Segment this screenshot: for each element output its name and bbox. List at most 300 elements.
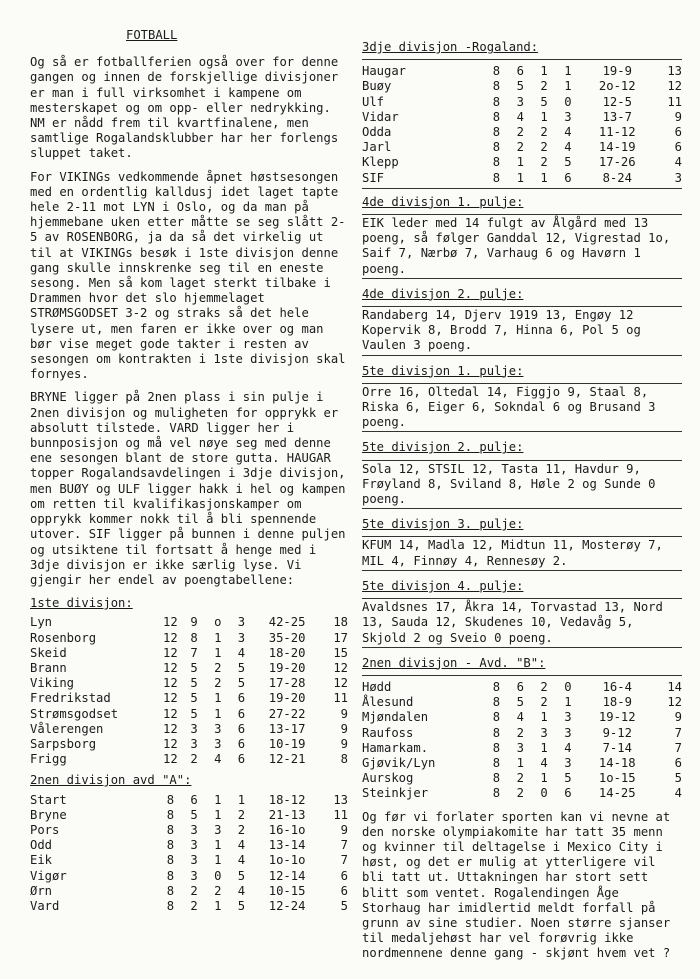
stat-cell: 3 (564, 755, 572, 770)
stat-cell: 14-25 (598, 786, 636, 801)
stat-cell: 3 (237, 615, 246, 630)
stat-cell: 6 (190, 792, 198, 807)
team-name: Mjøndalen (362, 710, 429, 725)
stat-cell: 8 (166, 822, 175, 837)
stat-cell: 8 (492, 109, 501, 124)
stat-cell: 5 (190, 691, 198, 706)
stat-cell: 8 (340, 752, 348, 767)
stat-cell: 2 (540, 79, 548, 94)
table-row (362, 786, 682, 801)
stat-cell: 7 (190, 645, 198, 660)
stat-cell: 5 (540, 94, 548, 109)
stat-cell: 4 (674, 155, 682, 170)
stat-cell: 9 (340, 721, 348, 736)
team-name: Frigg (30, 752, 67, 767)
stat-cell: 2 (214, 883, 222, 898)
stat-cell: 19-12 (598, 710, 636, 725)
puljer-list (362, 195, 682, 648)
stat-cell: 17-28 (268, 676, 306, 691)
stat-cell: 9 (340, 736, 348, 751)
stat-cell: 11 (333, 691, 348, 706)
stat-cell: 12 (163, 752, 178, 767)
stat-cell: 1 (214, 792, 222, 807)
right-column (362, 40, 682, 970)
stat-cell: 6 (674, 125, 682, 140)
table-row (362, 79, 682, 94)
stat-cell: 3 (190, 721, 198, 736)
stat-cell: 3 (674, 170, 682, 185)
stat-cell: 3 (564, 710, 572, 725)
stat-cell: 12 (163, 736, 178, 751)
stat-cell: 11-12 (598, 125, 636, 140)
stat-cell: 6 (516, 64, 524, 79)
divider (362, 675, 682, 676)
stat-cell: 13-17 (268, 721, 306, 736)
stat-cell: 6 (237, 691, 246, 706)
stat-cell: 2 (516, 771, 524, 786)
stat-cell: 7 (674, 740, 682, 755)
team-name: Sarpsborg (30, 736, 97, 751)
standings-table-2nen-b (362, 680, 682, 802)
stat-cell: 1 (540, 710, 548, 725)
stat-cell: 6 (674, 140, 682, 155)
stat-cell: 5 (564, 155, 572, 170)
stat-cell: 12 (163, 691, 178, 706)
table-row (30, 853, 348, 868)
stat-cell: 0 (564, 679, 572, 694)
stat-cell: 1 (516, 755, 524, 770)
stat-cell: 3 (540, 725, 548, 740)
stat-cell: 1 (516, 155, 524, 170)
stat-cell: 8 (492, 725, 501, 740)
stat-cell: 8 (492, 140, 501, 155)
stat-cell: 3 (190, 736, 198, 751)
pulje-heading: 4de divisjon 2. pulje: (362, 286, 524, 301)
pulje-heading: 4de divisjon 1. pulje: (362, 194, 524, 209)
stat-cell: 1 (214, 645, 222, 660)
team-name: Haugar (362, 64, 407, 79)
table-row (30, 631, 348, 646)
table-row (30, 869, 348, 884)
stat-cell: 12 (163, 660, 178, 675)
stat-cell: 18-12 (268, 792, 306, 807)
stat-cell: 12-5 (602, 94, 632, 109)
stat-cell: 1 (516, 170, 524, 185)
team-name: Buøy (362, 79, 392, 94)
stat-cell: 2 (516, 725, 524, 740)
stat-cell: 12-24 (268, 898, 306, 913)
page-title: FOTBALL (126, 28, 178, 42)
stat-cell: 1 (214, 691, 222, 706)
stat-cell: 1 (540, 109, 548, 124)
stat-cell: 2 (214, 660, 222, 675)
stat-cell: 5 (190, 706, 198, 721)
team-name: Vigør (30, 868, 67, 883)
stat-cell: 3 (190, 822, 198, 837)
stat-cell: 5 (237, 660, 246, 675)
stat-cell: 8 (166, 868, 175, 883)
stat-cell: 27-22 (268, 706, 306, 721)
stat-cell: 14-18 (598, 755, 636, 770)
stat-cell: 1 (540, 740, 548, 755)
stat-cell: 18-9 (602, 695, 632, 710)
team-name: Jarl (362, 140, 392, 155)
team-name: Eik (30, 853, 53, 868)
table-heading-2nen-b: 2nen divisjon - Avd. "B": (362, 655, 546, 670)
stat-cell: 3 (214, 721, 222, 736)
stat-cell: 42-25 (268, 615, 306, 630)
stat-cell: 5 (190, 660, 198, 675)
stat-cell: 6 (237, 721, 246, 736)
team-name: Ørn (30, 883, 53, 898)
table-row (362, 95, 682, 110)
stat-cell: 1 (564, 64, 572, 79)
stat-cell: 5 (516, 695, 524, 710)
stat-cell: o (214, 615, 222, 630)
stat-cell: 1 (214, 838, 222, 853)
table-row (30, 676, 348, 691)
closing-paragraph: Og før vi forlater sporten kan vi nevne at den norske olympiakomite har tatt 35 menn og kvinner til deltagelse i Mexico City i høst, og det er mulig at ytterligere vil bli tatt ut. Uttakningen har stort sett blitt som ventet. Rogalendingen Åge Storhaug har imidlertid meldt forfall på grunn av sine studier. Noen større sjanser til medaljehøst har vel forøvrig ikke nordmennene denne gang - skjønt hvem vet ? (362, 809, 671, 961)
pulje-results: Avaldsnes 17, Åkra 14, Torvastad 13, Nord 13, Sauda 12, Skudenes 10, Vedavåg 5, Skjold 2 og Sveio 0 poeng. (362, 598, 682, 648)
stat-cell: 1 (564, 695, 572, 710)
stat-cell: 2 (237, 822, 246, 837)
table-row (30, 808, 348, 823)
stat-cell: 9 (340, 822, 348, 837)
stat-cell: 8 (492, 695, 501, 710)
stat-cell: 1 (214, 630, 222, 645)
stat-cell: 6 (237, 736, 246, 751)
pulje-results: Randaberg 14, Djerv 1919 13, Engøy 12 Kopervik 8, Brodd 7, Hinna 6, Pol 5 og Vaulen 3 poeng. (362, 306, 682, 356)
team-name: Hamarkam. (362, 740, 429, 755)
stat-cell: 4 (564, 740, 572, 755)
standings-table-rogaland (362, 64, 682, 186)
stat-cell: 4 (674, 786, 682, 801)
team-name: SIF (362, 170, 385, 185)
stat-cell: 1 (214, 807, 222, 822)
stat-cell: 2 (190, 883, 198, 898)
team-name: Lyn (30, 615, 53, 630)
stat-cell: 14 (667, 679, 682, 694)
stat-cell: 4 (214, 752, 222, 767)
pulje-results: Orre 16, Oltedal 14, Figgjo 9, Staal 8, Riska 6, Eiger 6, Sokndal 6 og Brusand 3 poeng. (362, 383, 682, 433)
stat-cell: 3 (190, 868, 198, 883)
stat-cell: 8 (492, 710, 501, 725)
stat-cell: 12 (163, 721, 178, 736)
stat-cell: 12 (163, 645, 178, 660)
team-name: Vidar (362, 109, 399, 124)
stat-cell: 2 (237, 807, 246, 822)
stat-cell: 16-1o (268, 822, 306, 837)
stat-cell: 4 (516, 710, 524, 725)
team-name: Steinkjer (362, 786, 429, 801)
pulje-results: Sola 12, STSIL 12, Tasta 11, Havdur 9, Frøyland 8, Sviland 8, Høle 2 og Sunde 0 poeng. (362, 460, 682, 510)
stat-cell: 1 (564, 79, 572, 94)
stat-cell: 18 (333, 615, 348, 630)
stat-cell: 12-21 (268, 752, 306, 767)
stat-cell: 8 (166, 853, 175, 868)
table-row (362, 155, 682, 170)
stat-cell: 5 (340, 898, 348, 913)
stat-cell: 2 (540, 695, 548, 710)
stat-cell: 3 (516, 740, 524, 755)
stat-cell: 1o-15 (598, 771, 636, 786)
table-row (362, 756, 682, 771)
stat-cell: 12 (667, 695, 682, 710)
stat-cell: 10-19 (268, 736, 306, 751)
stat-cell: 15 (333, 645, 348, 660)
stat-cell: 19-9 (602, 64, 632, 79)
stat-cell: 0 (214, 868, 222, 883)
team-name: Rosenborg (30, 630, 97, 645)
stat-cell: 7-14 (602, 740, 632, 755)
stat-cell: 17-26 (598, 155, 636, 170)
stat-cell: 1o-1o (268, 853, 306, 868)
table-row (30, 823, 348, 838)
team-name: Strømsgodset (30, 706, 119, 721)
stat-cell: 0 (564, 94, 572, 109)
stat-cell: 8 (492, 740, 501, 755)
stat-cell: 16-4 (602, 679, 632, 694)
table-heading-2nen-a: 2nen divisjon avd "A": (30, 773, 192, 788)
stat-cell: 8 (492, 64, 501, 79)
table-row (362, 110, 682, 125)
stat-cell: 6 (674, 755, 682, 770)
table-heading-1ste: 1ste divisjon: (30, 596, 133, 611)
stat-cell: 1 (540, 771, 548, 786)
stat-cell: 4 (564, 125, 572, 140)
standings-table-1ste (30, 615, 348, 767)
team-name: Skeid (30, 645, 67, 660)
table-row (362, 771, 682, 786)
table-row (30, 737, 348, 752)
stat-cell: 3 (190, 853, 198, 868)
team-name: Odda (362, 125, 392, 140)
stat-cell: 3 (564, 109, 572, 124)
stat-cell: 1 (540, 64, 548, 79)
team-name: Pors (30, 822, 60, 837)
stat-cell: 35-20 (268, 630, 306, 645)
stat-cell: 8 (492, 79, 501, 94)
team-name: Vålerengen (30, 721, 104, 736)
stat-cell: 12 (333, 676, 348, 691)
stat-cell: 2 (540, 140, 548, 155)
stat-cell: 12 (333, 660, 348, 675)
team-name: Viking (30, 676, 75, 691)
team-name: Aurskog (362, 771, 414, 786)
stat-cell: 5 (237, 898, 246, 913)
stat-cell: 6 (340, 868, 348, 883)
stat-cell: 8 (492, 771, 501, 786)
table-row (30, 646, 348, 661)
stat-cell: 1 (237, 792, 246, 807)
team-name: Fredrikstad (30, 691, 111, 706)
table-row (362, 695, 682, 710)
team-name: Brann (30, 660, 67, 675)
stat-cell: 8 (492, 125, 501, 140)
stat-cell: 2 (540, 125, 548, 140)
stat-cell: 1 (540, 170, 548, 185)
stat-cell: 3 (214, 736, 222, 751)
stat-cell: 2 (190, 898, 198, 913)
stat-cell: 8 (492, 679, 501, 694)
table-row (362, 171, 682, 186)
stat-cell: 12 (163, 706, 178, 721)
stat-cell: 4 (540, 755, 548, 770)
stat-cell: 3 (190, 838, 198, 853)
stat-cell: 2 (190, 752, 198, 767)
stat-cell: 7 (340, 853, 348, 868)
team-name: Start (30, 792, 67, 807)
stat-cell: 21-13 (268, 807, 306, 822)
stat-cell: 1 (214, 853, 222, 868)
table-row (30, 838, 348, 853)
table-row (362, 710, 682, 725)
stat-cell: 3 (237, 630, 246, 645)
stat-cell: 6 (516, 679, 524, 694)
stat-cell: 4 (237, 838, 246, 853)
stat-cell: 5 (674, 771, 682, 786)
stat-cell: 6 (564, 786, 572, 801)
stat-cell: 1 (214, 706, 222, 721)
stat-cell: 7 (674, 725, 682, 740)
table-row (30, 722, 348, 737)
stat-cell: 11 (667, 94, 682, 109)
stat-cell: 2 (516, 125, 524, 140)
stat-cell: 2 (516, 140, 524, 155)
stat-cell: 9 (674, 710, 682, 725)
stat-cell: 9 (190, 615, 198, 630)
team-name: Hødd (362, 679, 392, 694)
stat-cell: 5 (237, 676, 246, 691)
pulje-heading: 5te divisjon 3. pulje: (362, 517, 524, 532)
team-name: Ålesund (362, 695, 414, 710)
table-row (362, 680, 682, 695)
stat-cell: 13-14 (268, 838, 306, 853)
stat-cell: 6 (340, 883, 348, 898)
stat-cell: 2 (516, 786, 524, 801)
table-row (30, 615, 348, 630)
stat-cell: 19-20 (268, 660, 306, 675)
stat-cell: 4 (516, 109, 524, 124)
stat-cell: 5 (190, 807, 198, 822)
stat-cell: 8 (492, 94, 501, 109)
stat-cell: 5 (237, 868, 246, 883)
stat-cell: 4 (237, 883, 246, 898)
divider (362, 188, 682, 189)
stat-cell: 6 (237, 752, 246, 767)
viking-paragraph: For VIKINGs vedkommende åpnet høstsesongen med en ordentlig kalldusj idet laget tapte hele 2-11 mot LYN i Oslo, og da man på hjemmebane uken etter måtte se seg slått 2-5 av ROSENBORG, ja da så det virkelig ut til at VIKINGs besøk i 1ste divisjon denne gang skulle innskrenke seg til en eneste sesong. Men så kom laget sterkt tilbake i Drammen hvor det slo hjemmelaget STRØMSGODSET 3-2 og straks så det hele lysere ut, men faren er ikke over og man bør vise meget gode takter i resten av sesongen om kontrakten i 1ste divisjon skal fornyes. (30, 169, 346, 382)
stat-cell: 19-20 (268, 691, 306, 706)
team-name: Klepp (362, 155, 399, 170)
table-row (30, 661, 348, 676)
stat-cell: 3 (214, 822, 222, 837)
table-row (30, 752, 348, 767)
table-row (30, 884, 348, 899)
stat-cell: 4 (237, 645, 246, 660)
stat-cell: 2 (540, 155, 548, 170)
table-row (30, 793, 348, 808)
stat-cell: 13-7 (602, 109, 632, 124)
stat-cell: 6 (564, 170, 572, 185)
bryne-paragraph: BRYNE ligger på 2nen plass i sin pulje i 2nen divisjon og muligheten for opprykk er absolutt tilstede. VARD ligger her i bunnposisjon og må vel nøye seg med denne ene sesongen blant de store gutta. HAUGAR topper Rogalandsavdelingen i 3dje divisjon, men BUØY og ULF ligger hakk i hel og kampen om retten til kvalifikasjonskamper om opprykk kommer nokk til å bli spennende utover. SIF ligger på bunnen i denne puljen og utsiktene til fortsatt å henge med i 3dje divisjon er ikke særlig lyse. Vi gjengir her endel av poengtabellene: (30, 390, 346, 587)
table-row (30, 691, 348, 706)
stat-cell: 12 (163, 676, 178, 691)
stat-cell: 12 (163, 630, 178, 645)
stat-cell: 5 (190, 676, 198, 691)
table-row (362, 741, 682, 756)
stat-cell: 9 (340, 706, 348, 721)
table-row (362, 140, 682, 155)
stat-cell: 18-20 (268, 645, 306, 660)
stat-cell: 4 (237, 853, 246, 868)
stat-cell: 12 (163, 615, 178, 630)
stat-cell: 10-15 (268, 883, 306, 898)
stat-cell: 8 (166, 807, 175, 822)
table-row (362, 64, 682, 79)
stat-cell: 0 (540, 786, 548, 801)
stat-cell: 7 (340, 838, 348, 853)
stat-cell: 14-19 (598, 140, 636, 155)
stat-cell: 4 (564, 140, 572, 155)
stat-cell: 13 (667, 64, 682, 79)
stat-cell: 12-14 (268, 868, 306, 883)
table-heading-rogaland: 3dje divisjon -Rogaland: (362, 40, 539, 54)
stat-cell: 8 (166, 883, 175, 898)
stat-cell: 8 (166, 898, 175, 913)
stat-cell: 2 (214, 676, 222, 691)
team-name: Odd (30, 838, 53, 853)
team-name: Vard (30, 898, 60, 913)
table-row (362, 726, 682, 741)
stat-cell: 3 (564, 725, 572, 740)
stat-cell: 9-12 (602, 725, 632, 740)
pulje-results: KFUM 14, Madla 12, Midtun 11, Mosterøy 7, MIL 4, Finnøy 4, Rennesøy 2. (362, 536, 682, 570)
intro-paragraph: Og så er fotballferien også over for denne gangen og innen de forskjellige divisjoner er man i full virksomhet i kampene om mesterskapet og om opp- eller nedrykking. NM er nådd frem til kvartfinalene, men samtlige Rogalandsklubber har her forlengs sluppet taket. (30, 55, 339, 161)
stat-cell: 8 (166, 792, 175, 807)
stat-cell: 2 (540, 679, 548, 694)
stat-cell: 9 (674, 109, 682, 124)
stat-cell: 6 (237, 706, 246, 721)
standings-table-2nen-a (30, 793, 348, 915)
table-row (362, 125, 682, 140)
stat-cell: 17 (333, 630, 348, 645)
left-column (30, 28, 348, 914)
pulje-results: EIK leder med 14 fulgt av Ålgård med 13 poeng, så følger Ganddal 12, Vigrestad 1o, Saif 7, Nærbø 7, Varhaug 6 og Havørn 1 poeng. (362, 214, 682, 279)
stat-cell: 2o-12 (598, 79, 636, 94)
stat-cell: 11 (333, 807, 348, 822)
stat-cell: 8-24 (602, 170, 632, 185)
pulje-heading: 5te divisjon 1. pulje: (362, 363, 524, 378)
team-name: Raufoss (362, 725, 414, 740)
team-name: Bryne (30, 807, 67, 822)
stat-cell: 8 (492, 786, 501, 801)
team-name: Gjøvik/Lyn (362, 755, 436, 770)
stat-cell: 5 (516, 79, 524, 94)
table-row (30, 707, 348, 722)
stat-cell: 5 (564, 771, 572, 786)
stat-cell: 1 (214, 898, 222, 913)
divider (362, 59, 682, 60)
pulje-heading: 5te divisjon 4. pulje: (362, 578, 524, 593)
stat-cell: 8 (190, 630, 198, 645)
stat-cell: 13 (333, 792, 348, 807)
stat-cell: 8 (492, 755, 501, 770)
stat-cell: 3 (516, 94, 524, 109)
stat-cell: 12 (667, 79, 682, 94)
table-row (30, 899, 348, 914)
pulje-heading: 5te divisjon 2. pulje: (362, 440, 524, 455)
stat-cell: 8 (166, 838, 175, 853)
